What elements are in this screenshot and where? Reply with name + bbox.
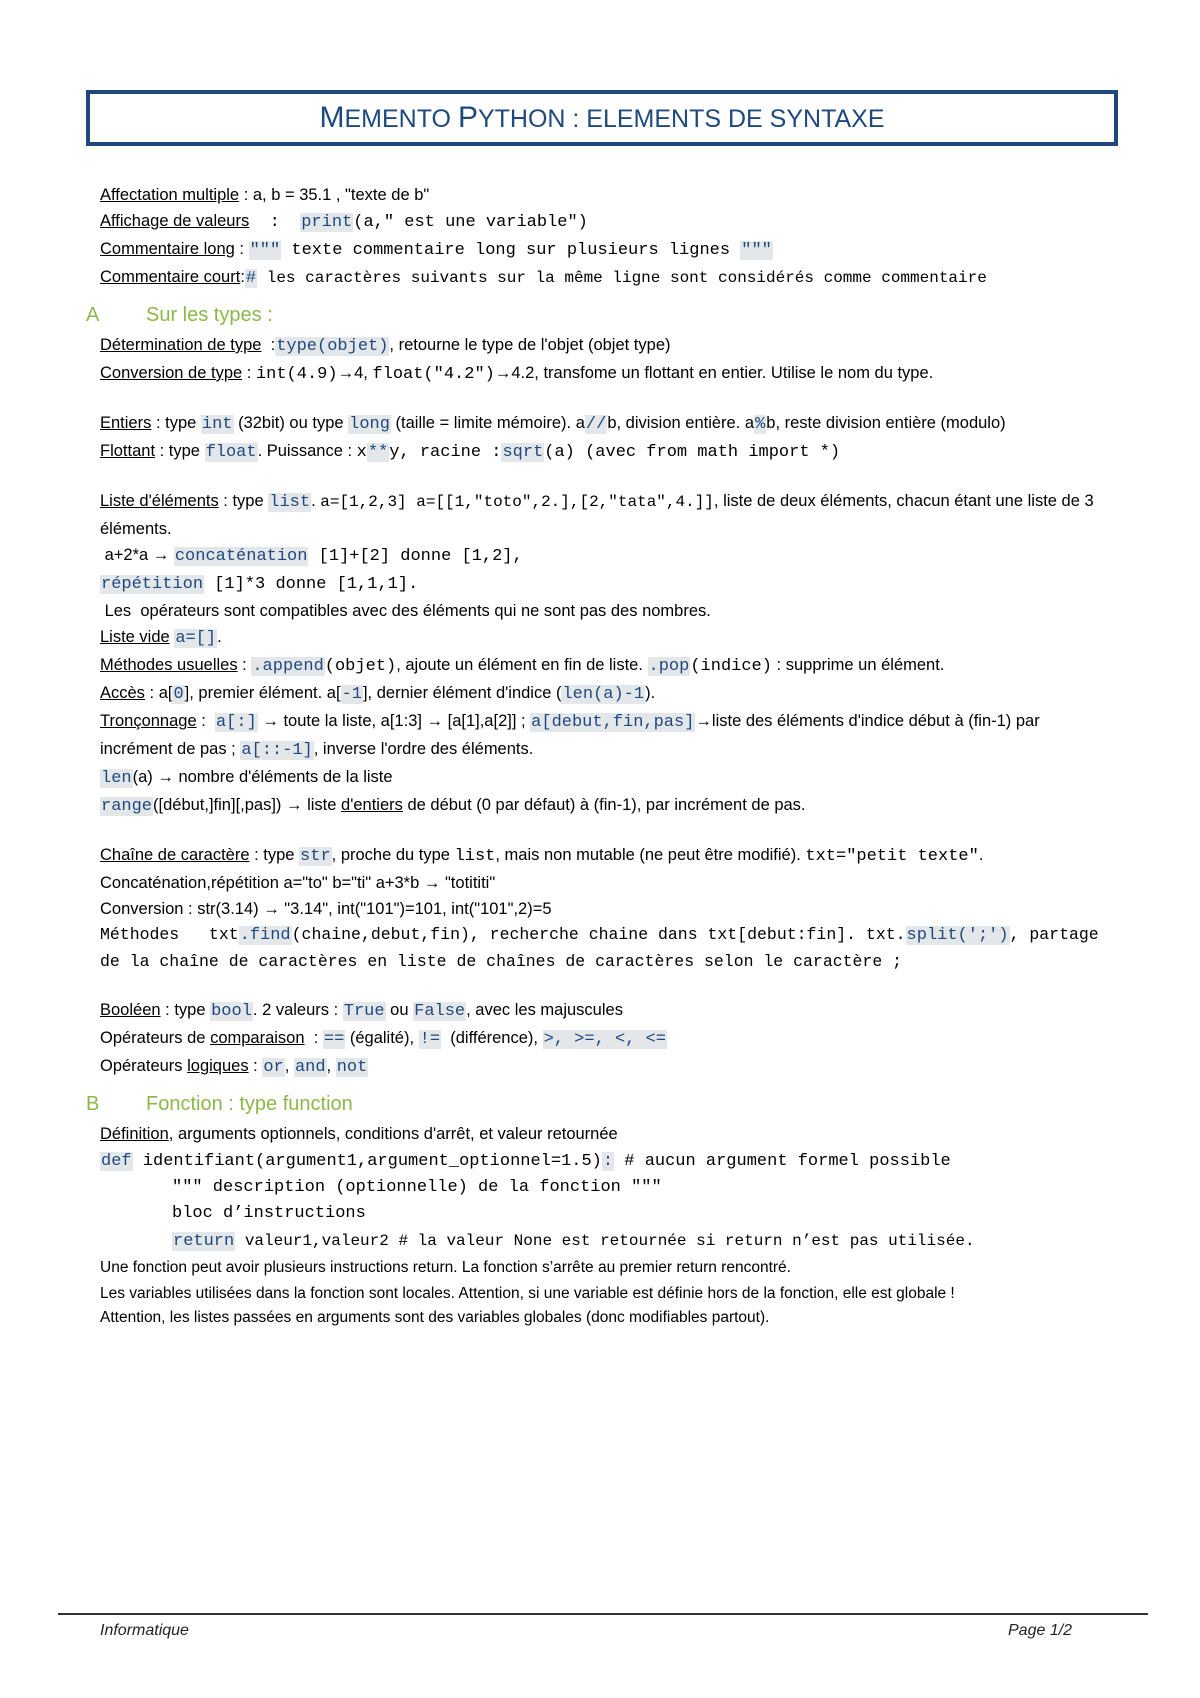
note-listes: Attention, les listes passées en arguments sont des variables globales (donc modifiables partout). (100, 1309, 770, 1326)
title-cap: P (457, 101, 478, 134)
text: →4, (337, 364, 373, 382)
term-label: Méthodes usuelles (100, 656, 238, 674)
code-keyword: True (343, 1002, 385, 1021)
docstring-line: """ description (optionnelle) de la fonction """ (172, 1178, 662, 1197)
code-keyword: == (323, 1030, 345, 1049)
section-title: Fonction : type function (146, 1093, 353, 1115)
title-cap: M (319, 101, 345, 134)
range-line (100, 792, 1110, 820)
text: , proche du type (331, 846, 455, 864)
code-keyword: a[::-1] (241, 741, 313, 760)
section-letter: B (86, 1093, 100, 1115)
code-keyword: range (101, 797, 153, 816)
text: (différence), (441, 1029, 543, 1047)
text: de début (0 par défaut) à (fin-1), par incrément de pas. (402, 796, 806, 814)
underlined-text: comparaison (210, 1029, 305, 1047)
code-keyword: not (336, 1058, 368, 1077)
operators-note: Les opérateurs sont compatibles avec des éléments qui ne sont pas des nombres. (100, 602, 711, 620)
text: , arguments optionnels, conditions d'arrêt, et valeur retournée (168, 1125, 618, 1143)
code-keyword: int (201, 415, 233, 434)
text: (32bit) ou type (233, 414, 349, 432)
text: b, division entière. a (607, 414, 755, 432)
note-locales: Les variables utilisées dans la fonction sont locales. Attention, si une variable est définie hors de la fonction, elle est globale ! (100, 1285, 955, 1302)
code: identifiant(argument1,argument_optionnel=1.5) (132, 1152, 602, 1171)
code: int(4.9) (255, 365, 338, 384)
code-keyword: type(objet) (276, 337, 389, 356)
definition-line (100, 1121, 1110, 1147)
text: (a) → nombre d'éléments de la liste (132, 768, 393, 786)
title-part: EMENTO (344, 105, 458, 133)
code: [1]*3 donne [1,1,1]. (204, 575, 419, 594)
liste-paragraph (100, 488, 1110, 542)
code-keyword: a=[] (175, 629, 217, 648)
text: : a, b = 35.1 , "texte de b" (239, 186, 430, 204)
text: ). (645, 684, 656, 702)
title-box (86, 90, 1118, 146)
term-label: Conversion de type (100, 364, 243, 382)
booleen-line (100, 997, 1110, 1025)
term-label: Flottant (100, 442, 156, 460)
code-keyword: .find (239, 926, 291, 945)
term-label: Chaîne de caractère (100, 846, 250, 864)
concatenation-line (100, 542, 1110, 570)
text: : (196, 712, 215, 730)
code-keyword: print (301, 213, 353, 232)
underlined-text: d'entiers (341, 796, 403, 814)
term-label: Détermination de type (100, 336, 262, 354)
comparaison-line (100, 1025, 1110, 1053)
code: list (454, 847, 496, 866)
text: : type (155, 442, 205, 460)
determination-line (100, 332, 1110, 360)
term-label: Booléen (100, 1001, 161, 1019)
text: . (311, 492, 321, 510)
code-keyword: or (263, 1058, 284, 1077)
comment-long-line (100, 236, 1110, 264)
text: a+2*a → (100, 546, 174, 564)
code: y, racine : (389, 443, 502, 462)
code: (a," est une variable") (353, 213, 588, 232)
code-keyword: sqrt (502, 443, 544, 462)
underlined-text: logiques (187, 1057, 249, 1075)
section-letter: A (86, 304, 100, 326)
affectation-line (100, 182, 1110, 208)
code: # aucun argument formel possible (614, 1152, 951, 1171)
code-keyword: def (101, 1152, 132, 1171)
code: (chaine,debut,fin), recherche chaine dans txt[debut:fin]. txt. (291, 925, 906, 944)
code-keyword: répétition (101, 575, 204, 594)
text: , retourne le type de l'objet (objet type) (389, 336, 671, 354)
code: texte commentaire long sur plusieurs lignes (281, 241, 741, 260)
code-keyword: -1 (341, 685, 362, 704)
text: →liste des éléments d'indice début à (fin-1) par incrément de pas ; (100, 712, 1040, 758)
term-label: Liste vide (100, 628, 170, 646)
term-label: Affichage de valeurs (100, 212, 250, 230)
def-code-line (100, 1147, 1110, 1175)
code: valeur1,valeur2 # la valeur None est retournée si return n’est pas utilisée. (235, 1232, 975, 1250)
code-keyword: """ (741, 241, 772, 260)
code: txt="petit texte" (805, 847, 979, 866)
affichage-line (100, 208, 1110, 236)
code-keyword: float (205, 443, 257, 462)
footer-page-number: Page 1/2 (1008, 1622, 1073, 1639)
text: , mais non mutable (ne peut être modifié). (495, 846, 806, 864)
code: x (356, 443, 367, 462)
comment-short-line (100, 264, 1110, 292)
text: : (261, 336, 276, 354)
code: les caractères suivants sur la même ligne sont considérés comme commentaire (257, 269, 987, 287)
text: ([début,]fin][,pas]) → liste (153, 796, 342, 814)
return-line (100, 1227, 1110, 1255)
text: , inverse l'ordre des éléments. (313, 740, 534, 758)
text: Opérateurs (100, 1057, 188, 1075)
chaine-methodes-paragraph (100, 922, 1110, 975)
code: float("4.2") (372, 365, 495, 384)
text: , ajoute un élément en fin de liste. (396, 656, 648, 674)
code-keyword: != (419, 1030, 441, 1049)
code-keyword: >, >=, <, <= (543, 1030, 666, 1049)
code-keyword: len (101, 769, 132, 788)
repetition-line (100, 570, 1110, 598)
text: : supprime un élément. (771, 656, 945, 674)
code-keyword: """ (249, 241, 281, 260)
code-keyword: % (755, 415, 766, 434)
len-line (100, 764, 1110, 792)
text: : (237, 656, 252, 674)
footer-divider (58, 1613, 1148, 1615)
code-keyword: list (269, 493, 311, 512)
text: ], premier élément. a[ (184, 684, 341, 702)
code-keyword: ** (367, 443, 389, 462)
text: . 2 valeurs : (252, 1001, 343, 1019)
chaine-conversion-line: Conversion : str(3.14) → "3.14", int("101")=101, int("101",2)=5 (100, 900, 552, 918)
methodes-line (100, 652, 1110, 680)
acces-line (100, 680, 1110, 708)
liste-vide-line (100, 624, 1110, 652)
term-label: Liste d'éléments (100, 492, 219, 510)
title-part: YTHON : ELEMENTS DE SYNTAXE (477, 105, 885, 133)
term-label: Définition (100, 1125, 169, 1143)
code-keyword: # (245, 269, 257, 288)
code-keyword: return (173, 1232, 235, 1251)
page-title (319, 101, 884, 135)
text: : (249, 213, 301, 232)
text: : (234, 240, 249, 258)
section-a-heading (86, 302, 1110, 328)
code: (indice) (690, 657, 772, 676)
section-b-heading (86, 1091, 1110, 1117)
entiers-paragraph (100, 410, 1110, 438)
section-title: Sur les types : (146, 304, 273, 326)
text: →4.2, transfome un flottant en entier. Utilise le nom du type. (494, 364, 934, 382)
term-label: Affectation multiple (100, 186, 240, 204)
document-body (86, 182, 1110, 1329)
text: : type (160, 1001, 211, 1019)
flottant-line (100, 438, 1110, 466)
code-keyword: and (294, 1058, 326, 1077)
text: → toute la liste, a[1:3] → [a[1],a[2]] ; (257, 712, 531, 730)
code-keyword: False (414, 1002, 466, 1021)
code-keyword: len(a)-1 (562, 685, 645, 704)
text: Opérateurs de (100, 1029, 211, 1047)
term-label: Accès (100, 684, 145, 702)
text: , (326, 1057, 336, 1075)
text: : (240, 268, 245, 286)
text: , (284, 1057, 294, 1075)
text: : type (218, 492, 269, 510)
code: [1]+[2] donne [1,2], (308, 547, 523, 566)
code-keyword: concaténation (174, 547, 308, 566)
code: (a) (avec from math import *) (544, 443, 841, 462)
code: Méthodes txt (100, 925, 239, 944)
chaine-concat-line: Concaténation,répétition a="to" b="ti" a+3*b → "totititi" (100, 874, 496, 892)
text: ou (385, 1001, 414, 1019)
term-label: Entiers (100, 414, 152, 432)
code-keyword: // (585, 415, 607, 434)
text: : (304, 1029, 323, 1047)
code-keyword: 0 (173, 685, 184, 704)
text: ], dernier élément d'indice ( (362, 684, 562, 702)
term-label: Tronçonnage (100, 712, 197, 730)
conversion-line (100, 360, 1110, 388)
term-label: Commentaire long (100, 240, 235, 258)
logiques-line (100, 1053, 1110, 1081)
text: (égalité), (345, 1029, 419, 1047)
code-keyword: long (349, 415, 390, 434)
code-keyword: .pop (648, 657, 690, 676)
code-keyword: : (602, 1152, 614, 1171)
text: (taille = limite mémoire). a (390, 414, 585, 432)
text: . (978, 846, 984, 864)
text: : a[ (144, 684, 173, 702)
text: . (217, 628, 222, 646)
text: , liste de deux éléments, chacun étant une liste de 3 éléments. (100, 492, 1094, 538)
code-keyword: a[:] (215, 713, 257, 732)
code-keyword: split(';') (906, 926, 1009, 945)
bloc-line: bloc d’instructions (172, 1204, 366, 1223)
text: , avec les majuscules (466, 1001, 623, 1019)
text: . Puissance : (257, 442, 357, 460)
code-keyword: str (300, 847, 331, 866)
text: : type (249, 846, 300, 864)
code: a=[1,2,3] a=[[1,"toto",2.],[2,"tata",4.]] (320, 493, 714, 511)
chaine-line (100, 842, 1110, 870)
code: (objet) (324, 657, 397, 676)
text: b, reste division entière (modulo) (766, 414, 1006, 432)
code: , partage de la chaîne de caractères en liste de chaînes de caractères selon le caractère ; (100, 925, 1099, 971)
tronconnage-paragraph (100, 708, 1110, 764)
text: : (242, 364, 256, 382)
term-label: Commentaire court (100, 268, 241, 286)
note-return: Une fonction peut avoir plusieurs instructions return. La fonction s’arrête au premier return rencontré. (100, 1259, 791, 1276)
text: : type (151, 414, 201, 432)
footer-subject: Informatique (100, 1622, 189, 1639)
code-keyword: .append (252, 657, 324, 676)
text: : (248, 1057, 263, 1075)
code-keyword: a[debut,fin,pas] (531, 713, 695, 732)
code-keyword: bool (211, 1002, 252, 1021)
